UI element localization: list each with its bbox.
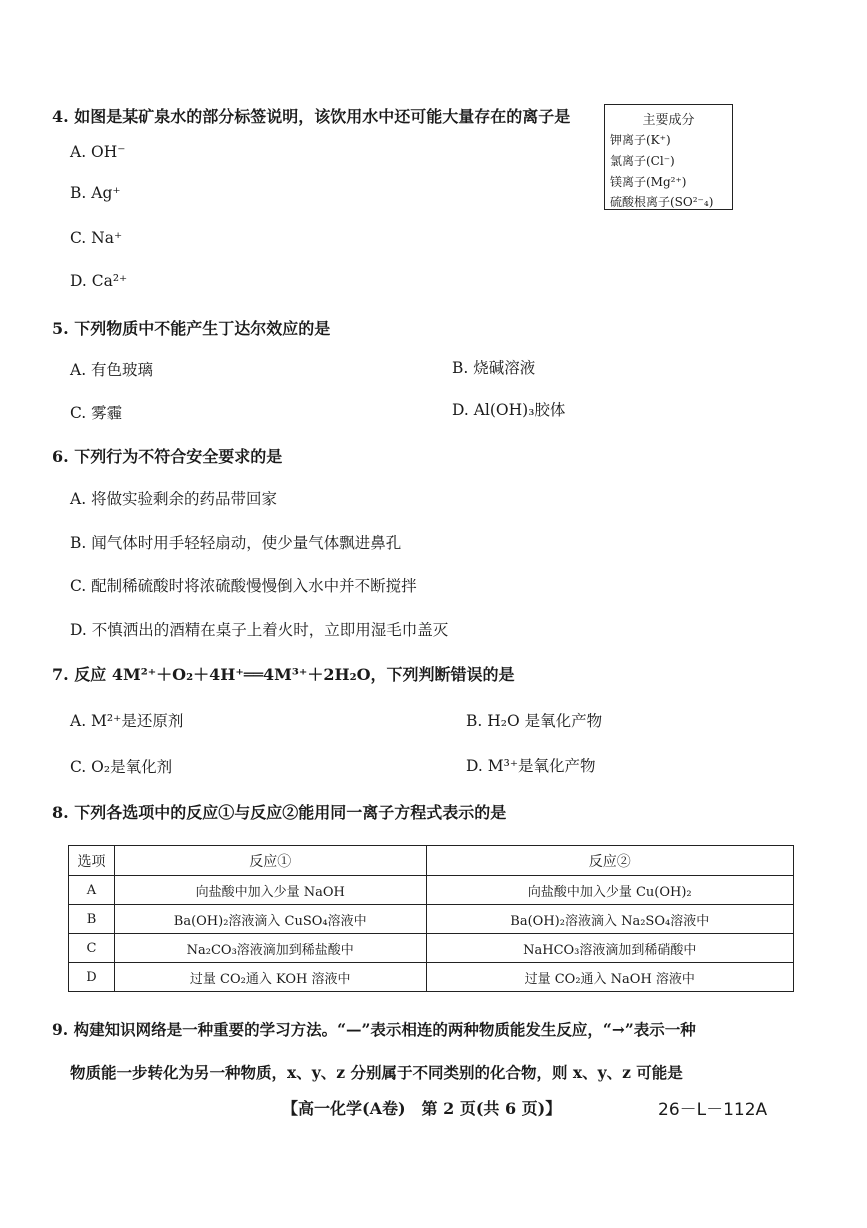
row-a-reaction-2: 向盐酸中加入少量 Cu(OH)₂ [426,876,794,905]
q6-stem: 6. 下列行为不符合安全要求的是 [52,447,283,466]
q4-option-d: D. Ca²⁺ [70,272,128,290]
page-footer-title: 【高一化学(A卷) 第 2 页(共 6 页)】 [282,1099,562,1118]
q7-option-b: B. H₂O 是氧化产物 [466,712,603,730]
q8-stem: 8. 下列各选项中的反应①与反应②能用同一离子方程式表示的是 [52,803,507,822]
q4-option-c: C. Na⁺ [70,229,123,247]
q9-line-2: 物质能一步转化为另一种物质，x、y、z 分别属于不同类别的化合物，则 x、y、z 可能是 [70,1063,683,1082]
row-d-reaction-2: 过量 CO₂通入 NaOH 溶液中 [426,963,794,992]
q4-option-a: A. OH⁻ [70,143,126,161]
q7-stem: 7. 反应 4M²⁺＋O₂＋4H⁺══4M³⁺＋2H₂O，下列判断错误的是 [52,665,515,684]
row-d-reaction-1: 过量 CO₂通入 KOH 溶液中 [114,963,426,992]
table-row [69,905,794,934]
row-b-reaction-2: Ba(OH)₂溶液滴入 Na₂SO₄溶液中 [426,905,794,934]
header-reaction-2: 反应② [426,846,794,876]
label-row-potassium: 钾离子(K⁺) [610,133,671,147]
mineral-water-label [604,104,733,210]
label-title: 主要成分 [642,113,695,128]
row-c-option: C [69,934,115,963]
table-row [69,963,794,992]
q5-option-c: C. 雾霾 [70,404,123,422]
q5-option-d: D. Al(OH)₃胶体 [452,401,566,419]
row-a-option: A [69,876,115,905]
q6-option-a: A. 将做实验剩余的药品带回家 [70,490,278,508]
q5-stem: 5. 下列物质中不能产生丁达尔效应的是 [52,319,331,338]
row-b-option: B [69,905,115,934]
row-b-reaction-1: Ba(OH)₂溶液滴入 CuSO₄溶液中 [114,905,426,934]
label-row-sulfate: 硫酸根离子(SO²⁻₄) [610,195,714,209]
q7-option-d: D. M³⁺是氧化产物 [466,757,596,775]
paper-code: 26－L－112A [658,1100,768,1120]
q7-option-a: A. M²⁺是还原剂 [70,712,184,730]
row-a-reaction-1: 向盐酸中加入少量 NaOH [114,876,426,905]
row-c-reaction-1: Na₂CO₃溶液滴加到稀盐酸中 [114,934,426,963]
table-header-row [69,846,794,876]
label-row-chloride: 氯离子(Cl⁻) [610,154,675,168]
reactions-table [68,845,794,992]
row-c-reaction-2: NaHCO₃溶液滴加到稀硝酸中 [426,934,794,963]
q6-option-c: C. 配制稀硫酸时将浓硫酸慢慢倒入水中并不断搅拌 [70,577,417,595]
q7-option-c: C. O₂是氧化剂 [70,758,173,776]
q5-option-b: B. 烧碱溶液 [452,359,536,377]
header-reaction-1: 反应① [114,846,426,876]
q4-option-b: B. Ag⁺ [70,184,121,202]
label-row-magnesium: 镁离子(Mg²⁺) [610,175,687,189]
header-option: 选项 [69,846,115,876]
q6-option-b: B. 闻气体时用手轻轻扇动，使少量气体飘进鼻孔 [70,534,402,552]
table-row [69,876,794,905]
table-row [69,934,794,963]
q9-line-1: 9. 构建知识网络是一种重要的学习方法。“—”表示相连的两种物质能发生反应，“→”表示一种 [52,1020,696,1039]
q6-option-d: D. 不慎洒出的酒精在桌子上着火时，立即用湿毛巾盖灭 [70,621,449,639]
q4-stem: 4. 如图是某矿泉水的部分标签说明，该饮用水中还可能大量存在的离子是 [52,107,571,126]
row-d-option: D [69,963,115,992]
q5-option-a: A. 有色玻璃 [70,361,154,379]
